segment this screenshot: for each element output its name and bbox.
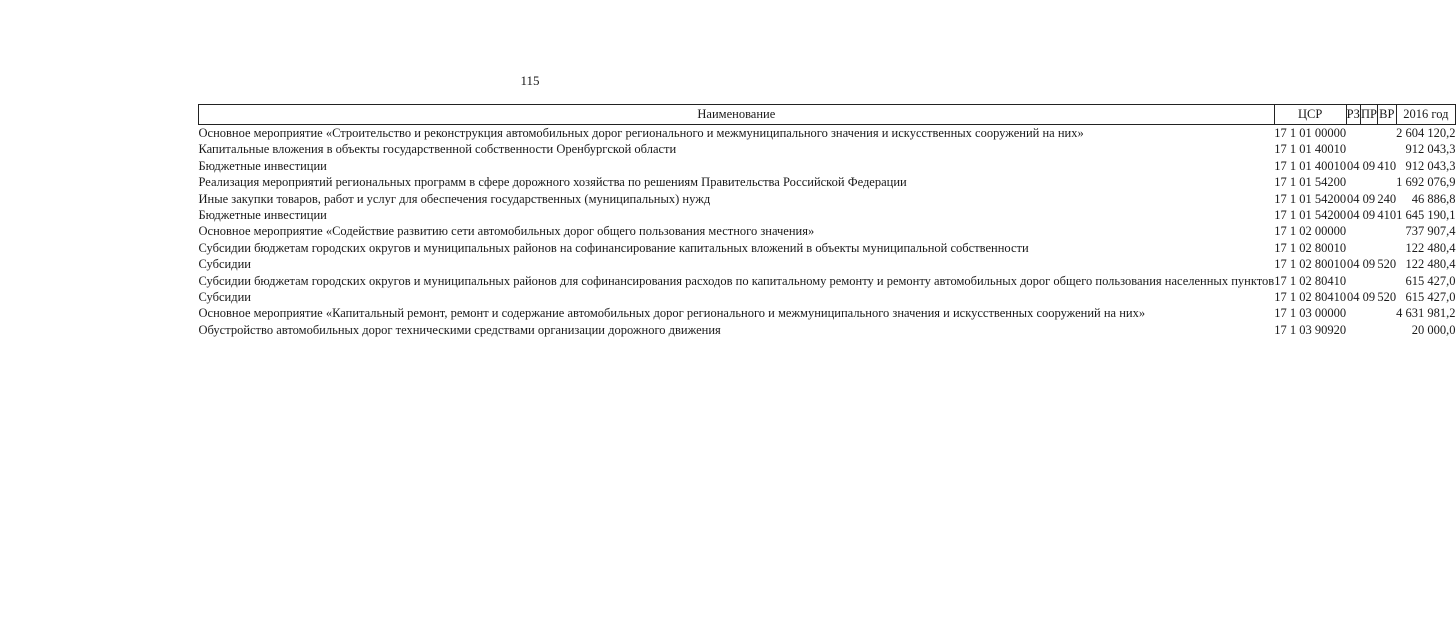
cell-csr: 17 1 01 54200 [1274, 208, 1347, 223]
cell-rz: 04 [1347, 158, 1360, 173]
cell-csr: 17 1 02 80010 [1274, 257, 1347, 272]
cell-pr [1360, 305, 1377, 321]
cell-csr: 17 1 02 80410 [1274, 273, 1347, 288]
cell-name: Реализация мероприятий региональных программ в сфере дорожного хозяйства по решениям Правительства Российской Федерации [198, 175, 907, 190]
table-row [199, 305, 1456, 321]
cell-name: Основное мероприятие «Содействие развитию сети автомобильных дорог общего пользования местного значения» [198, 224, 815, 239]
cell-amount: 1 645 190,1 [1396, 208, 1456, 223]
cell-vr: 520 [1377, 290, 1397, 305]
table-row [199, 141, 1456, 157]
table-row [199, 158, 1456, 174]
cell-amount: 615 427,0 [1405, 273, 1456, 288]
cell-pr: 09 [1362, 158, 1376, 173]
cell-pr: 09 [1362, 191, 1376, 206]
cell-amount: 20 000,0 [1411, 322, 1456, 337]
table-row [199, 174, 1456, 190]
cell-pr [1360, 223, 1377, 239]
table-row [199, 273, 1456, 289]
table-row [199, 289, 1456, 305]
header-pr: ПР [1360, 105, 1377, 125]
cell-name: Капитальные вложения в объекты государственной собственности Оренбургской области [198, 142, 677, 157]
header-csr: ЦСР [1274, 105, 1346, 125]
cell-name: Субсидии бюджетам городских округов и муниципальных районов для софинансирования расходов по капитальному ремонту и ремонту автомобильных дорог общего пользования населенных пунктов [198, 273, 1275, 288]
cell-amount: 912 043,3 [1405, 142, 1456, 157]
cell-amount: 2 604 120,2 [1396, 126, 1456, 140]
table-header-row [199, 105, 1456, 125]
cell-vr [1377, 141, 1396, 157]
cell-vr [1377, 322, 1396, 338]
cell-csr: 17 1 03 90920 [1274, 322, 1347, 337]
budget-table [198, 104, 1456, 338]
cell-name: Бюджетные инвестиции [198, 158, 327, 173]
table-row [199, 322, 1456, 338]
cell-csr: 17 1 02 80410 [1274, 290, 1347, 305]
cell-rz [1346, 305, 1360, 321]
cell-pr [1360, 273, 1377, 289]
cell-pr: 09 [1362, 257, 1376, 272]
cell-rz [1346, 125, 1360, 142]
cell-amount: 122 480,4 [1405, 257, 1456, 272]
cell-rz: 04 [1347, 257, 1360, 272]
cell-name: Бюджетные инвестиции [198, 208, 327, 223]
header-rz: РЗ [1346, 105, 1360, 125]
cell-vr [1377, 240, 1396, 256]
cell-csr: 17 1 01 40010 [1274, 158, 1347, 173]
cell-pr [1360, 322, 1377, 338]
cell-vr [1377, 174, 1396, 190]
cell-rz [1346, 322, 1360, 338]
cell-pr [1360, 141, 1377, 157]
cell-pr [1360, 174, 1377, 190]
cell-vr [1377, 305, 1396, 321]
cell-pr [1360, 125, 1377, 142]
cell-rz [1346, 141, 1360, 157]
cell-rz [1346, 174, 1360, 190]
cell-csr: 17 1 03 00000 [1274, 306, 1347, 321]
cell-vr [1377, 273, 1396, 289]
cell-csr: 17 1 02 80010 [1274, 240, 1347, 255]
cell-rz: 04 [1347, 208, 1360, 223]
header-year: 2016 год [1396, 105, 1455, 125]
cell-vr [1377, 125, 1396, 142]
header-vr: ВР [1377, 105, 1396, 125]
cell-vr [1377, 223, 1396, 239]
cell-name: Иные закупки товаров, работ и услуг для обеспечения государственных (муниципальных) нужд [198, 191, 711, 206]
cell-rz [1346, 223, 1360, 239]
cell-name: Субсидии бюджетам городских округов и муниципальных районов на софинансирование капитальных вложений в объекты муниципальной собственности [198, 240, 1029, 255]
cell-vr: 410 [1377, 208, 1397, 223]
cell-csr: 17 1 01 54200 [1274, 175, 1347, 190]
cell-pr: 09 [1362, 208, 1376, 223]
cell-name: Основное мероприятие «Строительство и реконструкция автомобильных дорог регионального и межмуниципального значения и искусственных сооружений на них» [198, 126, 1084, 140]
table-row [199, 191, 1456, 207]
cell-csr: 17 1 01 54200 [1274, 191, 1347, 206]
cell-name: Обустройство автомобильных дорог техническими средствами организации дорожного движения [198, 322, 721, 337]
cell-name: Субсидии [198, 290, 251, 305]
table-row [199, 125, 1456, 142]
header-name: Наименование [199, 105, 1275, 125]
table-row [199, 240, 1456, 256]
cell-csr: 17 1 01 00000 [1274, 126, 1347, 140]
table-row [199, 256, 1456, 272]
table-row [199, 223, 1456, 239]
cell-vr: 410 [1377, 158, 1397, 173]
cell-amount: 46 886,8 [1411, 191, 1456, 206]
cell-vr: 520 [1377, 257, 1397, 272]
cell-amount: 912 043,3 [1405, 158, 1456, 173]
cell-amount: 615 427,0 [1405, 290, 1456, 305]
page-number: 115 [520, 73, 540, 88]
table-row [199, 207, 1456, 223]
cell-pr: 09 [1362, 290, 1376, 305]
cell-csr: 17 1 02 00000 [1274, 224, 1347, 239]
cell-amount: 1 692 076,9 [1396, 175, 1456, 190]
cell-pr [1360, 240, 1377, 256]
cell-csr: 17 1 01 40010 [1274, 142, 1347, 157]
cell-amount: 4 631 981,2 [1396, 306, 1456, 321]
cell-amount: 737 907,4 [1405, 224, 1456, 239]
cell-rz: 04 [1347, 191, 1360, 206]
cell-name: Основное мероприятие «Капитальный ремонт, ремонт и содержание автомобильных дорог регионального и межмуниципального значения и искусственных сооружений на них» [198, 306, 1146, 321]
cell-vr: 240 [1377, 191, 1397, 206]
cell-rz [1346, 240, 1360, 256]
cell-amount: 122 480,4 [1405, 240, 1456, 255]
cell-rz [1346, 273, 1360, 289]
cell-rz: 04 [1347, 290, 1360, 305]
cell-name: Субсидии [198, 257, 251, 272]
